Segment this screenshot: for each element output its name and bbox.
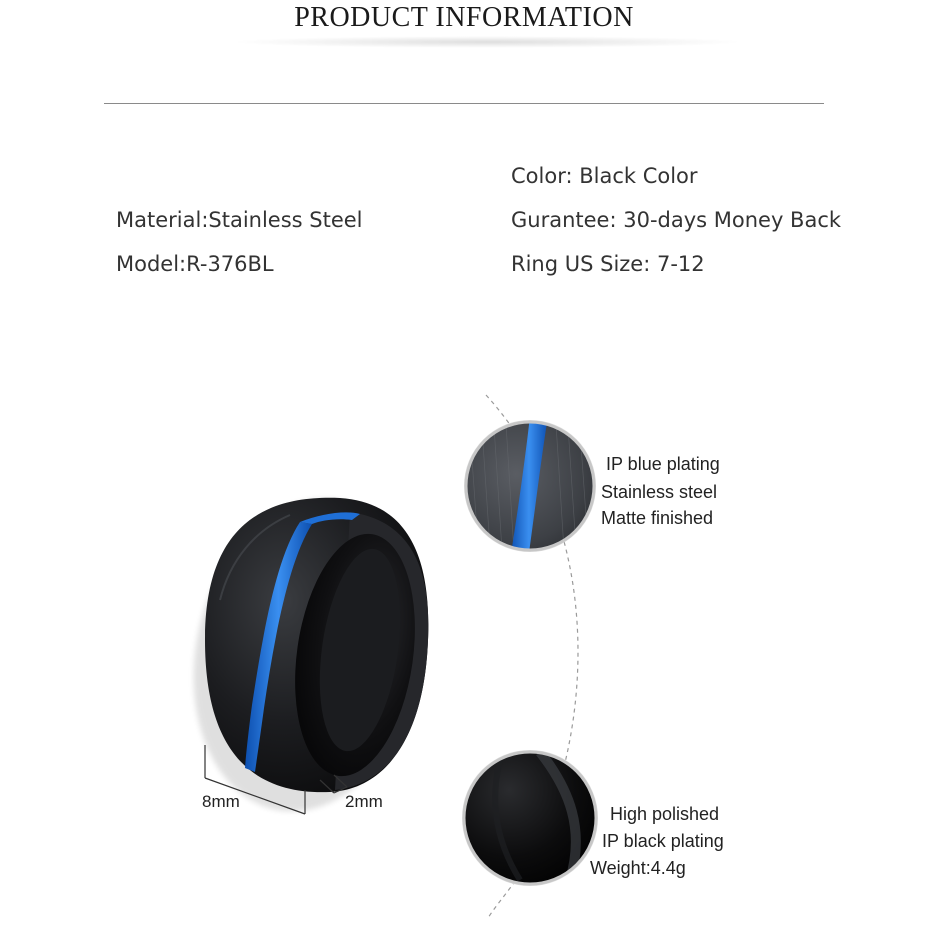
detail-label-stainless: Stainless steel [601, 482, 718, 502]
detail-label-black-plating: IP black plating [602, 831, 724, 851]
spec-guarantee: Gurantee: 30-days Money Back [511, 208, 842, 232]
detail-label-matte: Matte finished [601, 508, 714, 528]
matte-detail-circle [460, 416, 600, 560]
detail-label-blue-plating: IP blue plating [606, 454, 720, 474]
spec-color: Color: Black Color [511, 164, 698, 188]
dimension-label-thickness: 2mm [345, 792, 383, 811]
dimension-label-width: 8mm [202, 792, 240, 811]
polished-detail-circle [460, 748, 600, 888]
spec-model: Model:R-376BL [116, 252, 274, 276]
page-title: PRODUCT INFORMATION [294, 2, 634, 33]
spec-size: Ring US Size: 7-12 [511, 252, 705, 276]
spec-material: Material:Stainless Steel [116, 208, 363, 232]
detail-label-polished: High polished [610, 804, 720, 824]
detail-label-weight: Weight:4.4g [590, 858, 686, 878]
